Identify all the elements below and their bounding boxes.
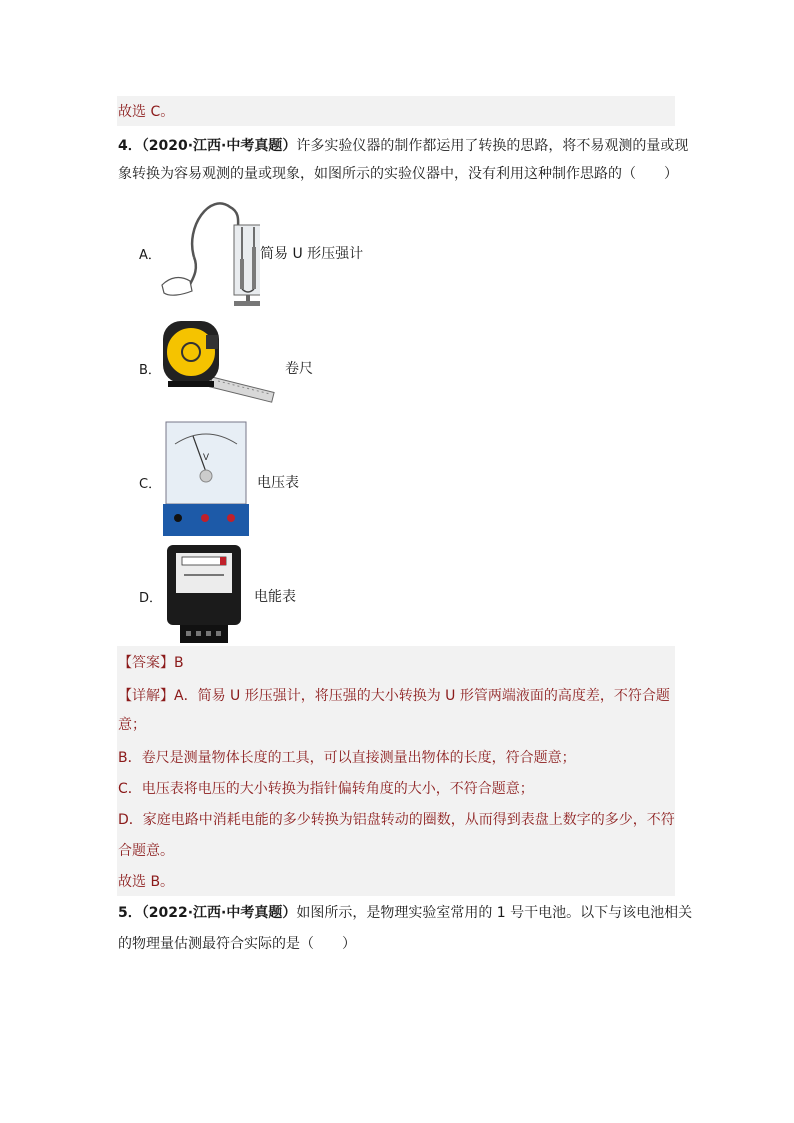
q4-number: 4． (118, 138, 142, 154)
q5-text-1: 如图所示，是物理实验室常用的 1 号干电池。以下与该电池相关 (296, 905, 693, 921)
answer-line (118, 653, 184, 673)
detail-line-1 (118, 686, 670, 706)
option-c-caption: 电压表 (257, 475, 299, 491)
detail-line-4: C．电压表将电压的大小转换为指针偏转角度的大小，不符合题意； (118, 781, 534, 797)
q4-line-1 (118, 136, 688, 156)
q4-text-1: 许多实验仪器的制作都运用了转换的思路，将不易观测的量或现 (296, 138, 689, 154)
detail-label: 【详解】 (118, 688, 174, 704)
option-d-letter: D． (139, 591, 163, 606)
detail-line-5: D．家庭电路中消耗电能的多少转换为铝盘转动的圈数，从而得到表盘上数字的多少，不符 (118, 812, 675, 828)
q5-number: 5． (118, 905, 142, 921)
option-a-letter: A． (139, 248, 161, 263)
detail-line-6: 合题意。 (118, 843, 174, 859)
voltmeter-icon (163, 420, 251, 540)
answer-label: 【答案】 (118, 655, 174, 671)
option-d-caption: 电能表 (254, 589, 296, 605)
q4-line-2: 象转换为容易观测的量或现象，如图所示的实验仪器中，没有利用这种制作思路的（ ） (118, 166, 678, 182)
option-b-letter: B． (139, 363, 161, 378)
q4-source: （2020·江西·中考真题） (141, 138, 297, 154)
top-conclusion: 故选 C。 (118, 104, 175, 120)
option-b-caption: 卷尺 (285, 361, 313, 377)
detail-conclusion: 故选 B。 (118, 874, 175, 890)
tape-measure-icon (160, 315, 280, 415)
voltmeter-unit: V (203, 452, 210, 462)
detail-line-2: 意； (118, 717, 146, 733)
detail-line-3: B．卷尺是测量物体长度的工具，可以直接测量出物体的长度，符合题意； (118, 750, 576, 766)
q5-source: （2022·江西·中考真题） (141, 905, 297, 921)
electric-meter-icon (164, 543, 244, 645)
top-answer-shade (117, 96, 675, 126)
u-tube-manometer-icon (160, 197, 260, 307)
answer-value: B (174, 655, 184, 671)
detail-text-1: A．简易 U 形压强计，将压强的大小转换为 U 形管两端液面的高度差，不符合题 (174, 688, 670, 704)
answer-shade (117, 646, 675, 896)
option-a-caption: 简易 U 形压强计 (260, 246, 364, 262)
q5-line-1 (118, 903, 692, 923)
option-c-letter: C． (139, 477, 162, 492)
q5-line-2: 的物理量估测最符合实际的是（ ） (118, 936, 356, 952)
